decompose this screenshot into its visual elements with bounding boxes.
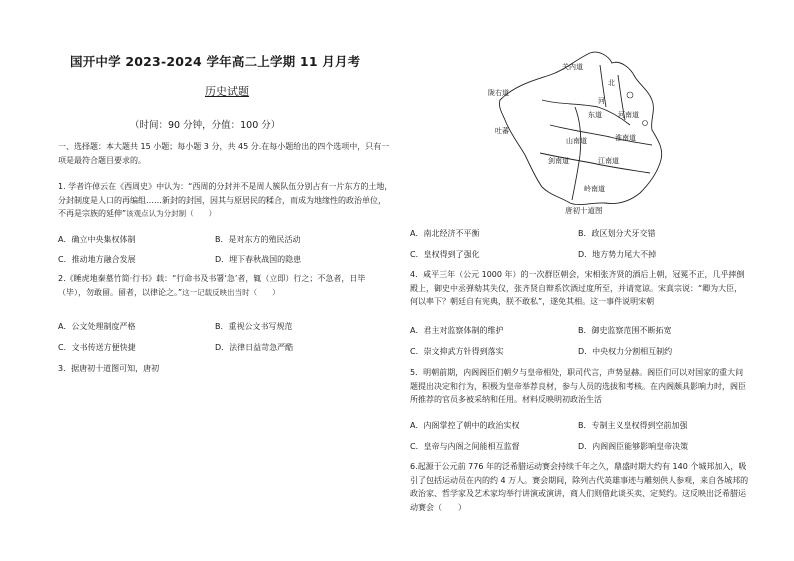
map-label-shannan: 山南道 bbox=[566, 137, 587, 145]
q2-option-d[interactable]: D．法律日益苛急严酷 bbox=[215, 343, 294, 352]
q4-option-c[interactable]: C．崇文抑武方针得到落实 bbox=[410, 347, 504, 356]
question-2-stem: 2.《睡虎地秦墓竹简·行书》载：“行命书及书署‘急’者，辄（立即）行之；不急者，日毕（毕），勿敢留。留者，以律论之。” bbox=[58, 274, 366, 297]
map-landmark bbox=[627, 92, 633, 98]
exam-subject: 历史试题 bbox=[205, 85, 249, 98]
map-label-henan: 河南道 bbox=[618, 111, 639, 119]
q3-option-c[interactable]: C．皇权得到了强化 bbox=[410, 250, 480, 259]
map-border-line bbox=[542, 100, 630, 125]
q1-option-c[interactable]: C．推动地方融合发展 bbox=[58, 255, 136, 264]
q1-option-b[interactable]: B．是对东方的殖民活动 bbox=[215, 235, 301, 244]
instructions: 一、选择题：本大题共 15 小题；每小题 3 分，共 45 分.在每小题给出的四个选项中，只有一项是最符合题目要求的。 bbox=[58, 142, 390, 165]
exam-time-info: （时间：90 分钟，分值：100 分） bbox=[130, 120, 281, 131]
map-label-guannei: 关内道 bbox=[562, 63, 583, 71]
map-label-dongdao: 东道 bbox=[588, 111, 602, 119]
question-6-stem: 6.起源于公元前 776 年的泛希腊运动赛会持续千年之久，鼎盛时期大约有 140 个城邦加入，吸引了包括运动员在内的约 4 万人。赛会期间，除列古代英雄事迹与雕刻供人参观，来自各城邦的政治家、哲学家及艺术家均举行讲演或演讲，商人们则借此谈买卖、定契约。这反映出泛希腊运动赛会（ ） bbox=[410, 462, 749, 512]
exam-title: 国开中学 2023-2024 学年高二上学期 11 月月考 bbox=[70, 54, 361, 69]
map-outline bbox=[499, 52, 661, 204]
question-5-stem: 5．明朝前期，内阁阁臣们朝夕与皇帝相处，职司代言，声势显赫。阁臣们可以对国家的重大问题提出决定和行为，积极为皇帝举荐良材，参与人员的选拔和考核。在内阁颇具影响力时，阁臣所推荐的官员多被采纳和任用。材料反映明初政治生活 bbox=[410, 368, 746, 404]
question-3-stem: 3．据唐初十道图可知，唐初 bbox=[58, 364, 160, 373]
q2-option-c[interactable]: C．文书传送方便快捷 bbox=[58, 343, 136, 352]
q4-option-d[interactable]: D．中央权力分割相互制约 bbox=[578, 347, 673, 356]
q5-option-b[interactable]: B．专制主义皇权得到空前加强 bbox=[578, 421, 688, 430]
question-2 bbox=[58, 272, 393, 299]
q5-option-a[interactable]: A．内阁掌控了朝中的政治实权 bbox=[410, 421, 520, 430]
map-label-bei: 北 bbox=[608, 79, 615, 87]
q1-option-a[interactable]: A．确立中央集权体制 bbox=[58, 235, 136, 244]
q5-option-d[interactable]: D．内阁阁臣能够影响皇帝决策 bbox=[578, 442, 689, 451]
question-1-stem: 1. 学者许倬云在《西周史》中认为：“西周的分封并不是周人簇队伍分别占有一片东方的土地，分封制度是人口的再编组……新封的封国，因其与原居民的糅合，而成为地缘性的政治单位，不再是宗族的延伸” bbox=[58, 182, 393, 218]
map-label-huainan: 淮南道 bbox=[615, 134, 636, 142]
q3-option-b[interactable]: B．政区划分犬牙交错 bbox=[578, 229, 656, 238]
tang-ten-circuits-map bbox=[480, 45, 680, 220]
map-label-he: 河 bbox=[598, 97, 605, 105]
question-1 bbox=[58, 180, 393, 221]
map-label-longyou: 陇右道 bbox=[488, 89, 509, 97]
q2-option-a[interactable]: A．公文处理制度严格 bbox=[58, 322, 136, 331]
map-landmark bbox=[643, 121, 648, 126]
map-label-lingnan: 岭南道 bbox=[584, 185, 605, 193]
q2-option-b[interactable]: B．重视公文书写规范 bbox=[215, 322, 293, 331]
question-1-suffix: 该观点认为分封制（ ） bbox=[126, 209, 217, 218]
map-label-jiangnan: 江南道 bbox=[598, 157, 619, 165]
map-label-tubo: 吐蕃 bbox=[495, 127, 509, 135]
question-2-suffix: 这一记载反映出当时（ ） bbox=[182, 287, 280, 297]
q4-option-b[interactable]: B．御史监察范围不断拓宽 bbox=[578, 326, 672, 335]
q1-option-d[interactable]: D．埋下春秋战国的隐患 bbox=[215, 255, 302, 264]
map-caption: 唐初十道图 bbox=[565, 206, 603, 215]
q4-option-a[interactable]: A．君主对监察体制的维护 bbox=[410, 326, 504, 335]
map-border-line bbox=[572, 107, 581, 200]
question-4-stem: 4．咸平三年（公元 1000 年）的一次群臣朝会，宋相张齐贤的酒后上朝，冠冕不正，几乎摔倒殿上，御史中丞弹劾其失仪，张齐贤自辩系饮酒过度所至，并请宽谅。宋真宗说：“卿为大臣，何以率下？朝廷自有宪典，朕不敢私”，遂免其相。这一事件说明宋朝 bbox=[410, 270, 745, 306]
q3-option-a[interactable]: A．南北经济不平衡 bbox=[410, 229, 480, 238]
map-label-jiannan: 剑南道 bbox=[548, 157, 569, 165]
q3-option-d[interactable]: D．地方势力尾大不掉 bbox=[578, 250, 657, 259]
q5-option-c[interactable]: C．皇帝与内阁之间能相互监督 bbox=[410, 442, 520, 451]
